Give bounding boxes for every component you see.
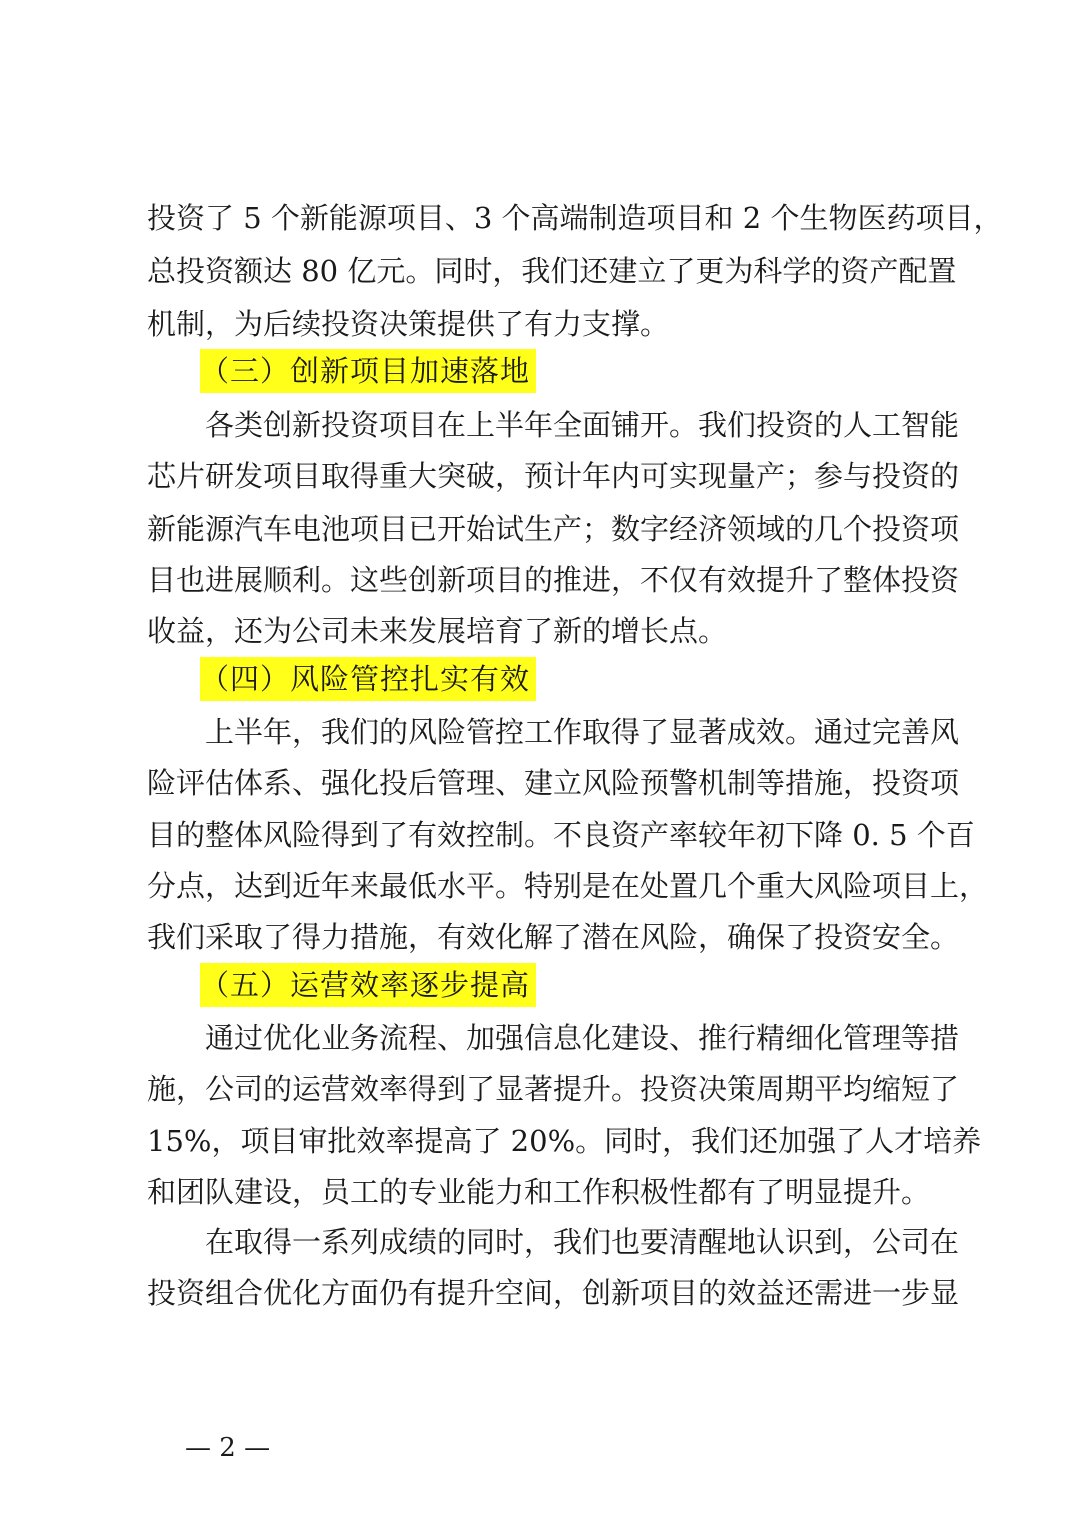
section-heading-5: （五）运营效率逐步提高 — [200, 963, 536, 1007]
paragraph-3-line-4: 分点，达到近年来最低水平。特别是在处置几个重大风险项目上， — [147, 869, 989, 903]
paragraph-2-line-5: 收益，还为公司未来发展培育了新的增长点。 — [147, 614, 728, 648]
paragraph-4-line-3: 15%，项目审批效率提高了 20%。同时，我们还加强了人才培养 — [147, 1124, 982, 1158]
paragraph-4-line-2: 施，公司的运营效率得到了显著提升。投资决策周期平均缩短了 — [147, 1072, 960, 1106]
section-heading-4: （四）风险管控扎实有效 — [200, 657, 536, 701]
paragraph-2-line-2: 芯片研发项目取得重大突破，预计年内可实现量产；参与投资的 — [147, 459, 960, 493]
paragraph-3-line-2: 险评估体系、强化投后管理、建立风险预警机制等措施，投资项 — [147, 766, 960, 800]
paragraph-4-line-4: 和团队建设，员工的专业能力和工作积极性都有了明显提升。 — [147, 1175, 931, 1209]
paragraph-2-line-3: 新能源汽车电池项目已开始试生产；数字经济领域的几个投资项 — [147, 512, 960, 546]
paragraph-3-line-5: 我们采取了得力措施，有效化解了潜在风险，确保了投资安全。 — [147, 920, 960, 954]
paragraph-3-line-3: 目的整体风险得到了有效控制。不良资产率较年初下降 0. 5 个百 — [147, 818, 975, 852]
paragraph-1-line-3: 机制，为后续投资决策提供了有力支撑。 — [147, 307, 670, 341]
paragraph-1-line-2: 总投资额达 80 亿元。同时，我们还建立了更为科学的资产配置 — [147, 254, 957, 288]
paragraph-3-line-1: 上半年，我们的风险管控工作取得了显著成效。通过完善风 — [205, 715, 960, 749]
paragraph-5-line-1: 在取得一系列成绩的同时，我们也要清醒地认识到，公司在 — [205, 1225, 960, 1259]
paragraph-1-line-1: 投资了 5 个新能源项目、3 个高端制造项目和 2 个生物医药项目， — [147, 201, 1003, 235]
paragraph-2-line-4: 目也进展顺利。这些创新项目的推进，不仅有效提升了整体投资 — [147, 563, 960, 597]
section-heading-3: （三）创新项目加速落地 — [200, 349, 536, 393]
paragraph-2-line-1: 各类创新投资项目在上半年全面铺开。我们投资的人工智能 — [205, 408, 960, 442]
paragraph-4-line-1: 通过优化业务流程、加强信息化建设、推行精细化管理等措 — [205, 1021, 960, 1055]
paragraph-5-line-2: 投资组合优化方面仍有提升空间，创新项目的效益还需进一步显 — [147, 1276, 960, 1310]
page-number: — 2 — — [185, 1433, 271, 1463]
